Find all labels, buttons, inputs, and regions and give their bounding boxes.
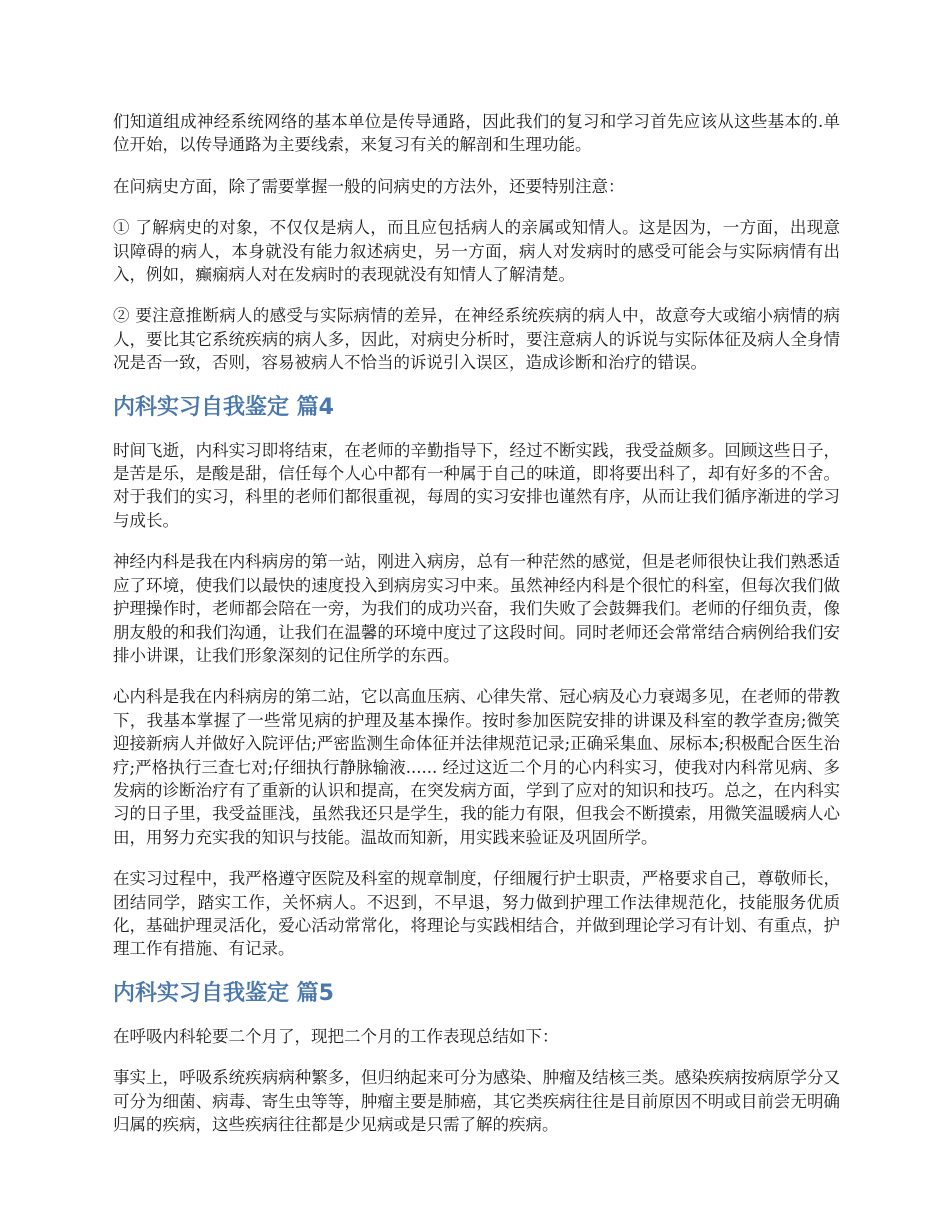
paragraph: 在问病史方面，除了需要掌握一般的问病史的方法外，还要特别注意： (113, 176, 625, 196)
paragraph: ② 要注意推断病人的感受与实际病情的差异，在神经系统疾病的病人中，故意夸大或缩小病情的病人，要比其它系统疾病的病人多，因此，对病史分析时，要注意病人的诉说与实际体征及病人全身情况是否一致，否则，容易被病人不恰当的诉说引入误区，造成诊断和治疗的错误。 (113, 306, 840, 373)
paragraph: 神经内科是我在内科病房的第一站，刚进入病房，总有一种茫然的感觉，但是老师很快让我们熟悉适应了环境，使我们以最快的速度投入到病房实习中来。虽然神经内科是个很忙的科室，但每次我们做护理操作时，老师都会陪在一旁，为我们的成功兴奋，我们失败了会鼓舞我们。老师的仔细负责，像朋友般的和我们沟通，让我们在温馨的环境中度过了这段时间。同时老师还会常常结合病例给我们安排小讲课，让我们形象深刻的记住所学的东西。 (113, 552, 840, 665)
paragraph: 们知道组成神经系统网络的基本单位是传导通路，因此我们的复习和学习首先应该从这些基本的.单位开始，以传导通路为主要线索，来复习有关的解剖和生理功能。 (113, 112, 840, 155)
paragraph: 在呼吸内科轮要二个月了，现把二个月的工作表现总结如下： (113, 1026, 559, 1046)
paragraph: 心内科是我在内科病房的第二站，它以高血压病、心律失常、冠心病及心力衰竭多见，在老师的带教下，我基本掌握了一些常见病的护理及基本操作。按时参加医院安排的讲课及科室的教学查房;微笑迎接新病人并做好入院评估;严密监测生命体征并法律规范记录;正确采集血、尿标本;积极配合医生治疗;严格执行三查七对;仔细执行静脉输液...... 经过这近二个月的心内科实习，使我对内科常见病、多发病的诊断治疗有了重新的认识和提高，在突发病方面，学到了应对的知识和技巧。总之，在内科实习的日子里，我受益匪浅，虽然我还只是学生，我的能力有限，但我会不断摸索，用微笑温暖病人心田，用努力充实我的知识与技能。温故而知新，用实践来验证及巩固所学。 (113, 687, 840, 847)
section-heading: 内科实习自我鉴定 篇4 (113, 394, 334, 420)
document-page (113, 110, 840, 1154)
section-heading: 内科实习自我鉴定 篇5 (113, 980, 334, 1006)
paragraph: ① 了解病史的对象，不仅仅是病人，而且应包括病人的亲属或知情人。这是因为，一方面，出现意识障碍的病人，本身就没有能力叙述病史，另一方面，病人对发病时的感受可能会与实际病情有出入，例如，癫痫病人对在发病时的表现就没有知情人了解清楚。 (113, 218, 840, 285)
paragraph: 事实上，呼吸系统疾病病种繁多，但归纳起来可分为感染、肿瘤及结核三类。感染疾病按病原学分又可分为细菌、病毒、寄生虫等等，肿瘤主要是肺癌，其它类疾病往往是目前原因不明或目前尝无明确归属的疾病，这些疾病往往都是少见病或是只需了解的疾病。 (113, 1068, 840, 1134)
paragraph: 时间飞逝，内科实习即将结束，在老师的辛勤指导下，经过不断实践，我受益颇多。回顾这些日子，是苦是乐，是酸是甜，信任每个人心中都有一种属于自己的味道，即将要出科了，却有好多的不舍。对于我们的实习，科里的老师们都很重视，每周的实习安排也谨然有序，从而让我们循序渐进的学习与成长。 (113, 440, 840, 530)
paragraph: 在实习过程中，我严格遵守医院及科室的规章制度，仔细履行护士职责，严格要求自己，尊敬师长，团结同学，踏实工作，关怀病人。不迟到，不早退，努力做到护理工作法律规范化，技能服务优质化，基础护理灵活化，爱心活动常常化，将理论与实践相结合，并做到理论学习有计划、有重点，护理工作有措施、有记录。 (113, 869, 840, 959)
